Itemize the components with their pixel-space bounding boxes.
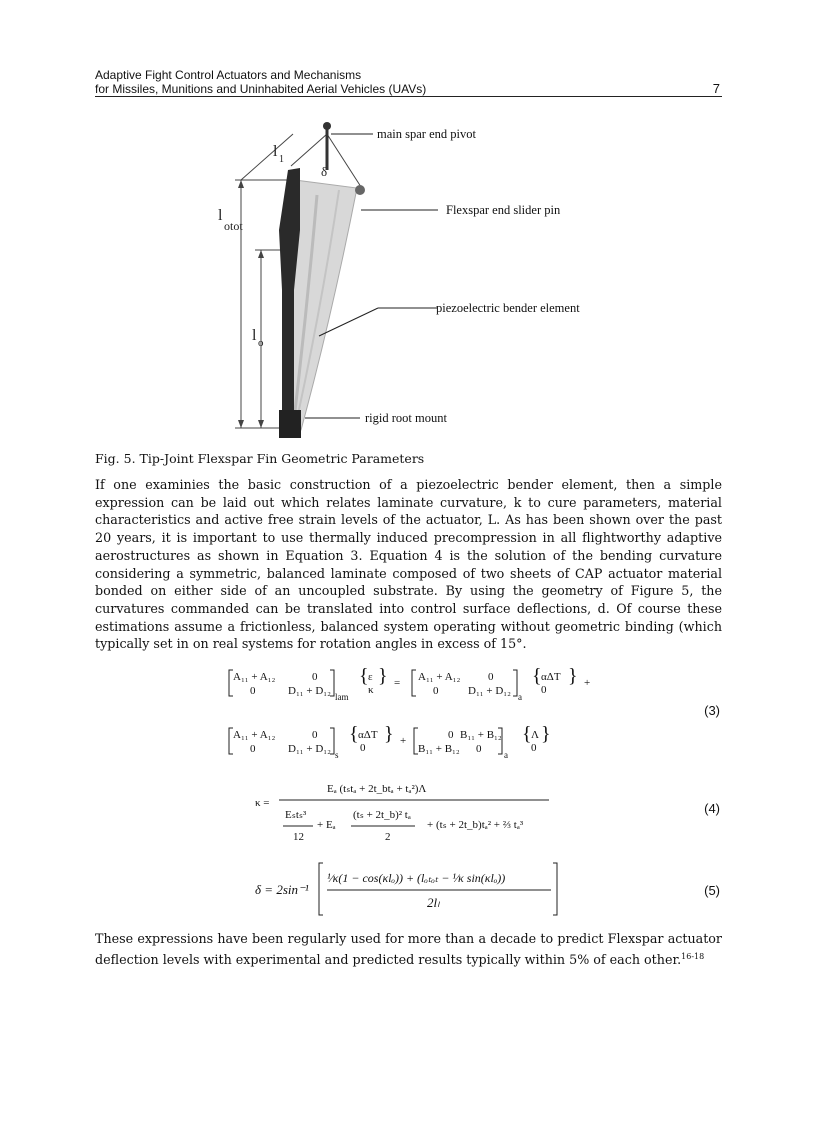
eq4-den-b: 12 [293, 831, 304, 843]
figure-5 [95, 110, 722, 450]
equation-5-svg [255, 860, 575, 920]
paragraph-1: If one examinies the basic construction of a piezoelectric bender element, then a simple expression can be laid out which relates laminate curvature, k to cure parameters, material characteristics and active free strain levels of the actuator, L. As has been shown over the past 20 years, it is important to use thermally induced precompression in all flightworthy adaptive aerostructures as shown in Equation 3. Equation 4 is the solution of the bending curvature considering a symmetric, balanced laminate composed of two sheets of CAP actuator material bonded on either side of an uncoupled substrate. By using the geometry of Figure 5, the curvatures commanded can be translated into control surface deflections, d. Of course these estimations assume a frictionless, balanced system operating without geometric binding (which typically set in on real systems for rotation angles in excess of 15°. [95, 477, 722, 652]
header-title-line2: for Missiles, Munitions and Uninhabited Aerial Vehicles (UAVs) [95, 82, 427, 96]
l1-dimension-line [241, 134, 293, 180]
eq3-zero-8: 0 [360, 742, 366, 754]
running-header [95, 68, 722, 96]
eq3-zero-2: 0 [250, 685, 256, 697]
eq4-den-a: Eₛtₛ³ [285, 809, 307, 821]
eq3-d11d12-2: D₁₁ + D₁₂ [468, 685, 511, 697]
label-delta: δ [321, 164, 328, 179]
eq3-brace-5: { [349, 723, 359, 745]
equation-5-number: (5) [704, 883, 720, 898]
label-l1-sub: 1 [279, 154, 284, 165]
label-slider-pin: Flexspar end slider pin [446, 203, 561, 217]
eq5-lhs: δ = 2sin⁻¹ [255, 882, 309, 897]
equation-4-number: (4) [704, 801, 720, 816]
eq3-eps: ε [368, 671, 373, 683]
eq4-den-e: 2 [385, 831, 391, 843]
eq3-a11a12-3: A₁₁ + A₁₂ [233, 729, 276, 741]
header-rule [95, 96, 722, 97]
eq3-brace-6: } [384, 723, 394, 745]
figure-caption: Fig. 5. Tip-Joint Flexspar Fin Geometric Parameters [95, 451, 425, 466]
eq3-brace-4: } [568, 668, 578, 687]
page-number: 7 [712, 81, 720, 96]
eq3-zero-11: 0 [531, 742, 537, 754]
eq4-den-d: (tₛ + 2t_b)² tₐ [353, 809, 411, 821]
eq4-numerator: Eₐ (tₛtₐ + 2t_btₐ + tₐ²)Λ [327, 783, 427, 795]
eq3-zero-6: 0 [312, 729, 318, 741]
label-root-mount: rigid root mount [365, 411, 447, 425]
eq3-zero-10: 0 [476, 743, 482, 755]
equation-3-svg [228, 668, 598, 768]
eq3-brace-8: } [541, 723, 551, 745]
flexspar-diagram [95, 110, 722, 450]
equation-3-number: (3) [704, 703, 720, 718]
eq3-d11d12-1: D₁₁ + D₁₂ [288, 685, 331, 697]
eq3-d11d12-3: D₁₁ + D₁₂ [288, 743, 331, 755]
eq3-zero-5: 0 [541, 684, 547, 696]
label-lo: l [252, 327, 257, 344]
citation-ref: 16-18 [681, 951, 705, 961]
eq3-lam: lam [335, 692, 349, 702]
eq3-plus: + [584, 677, 591, 689]
paragraph-2-text: These expressions have been regularly used for more than a decade to predict Flexspar actuator deflection levels with experimental and predicted results typically within 5% of each other. [95, 931, 722, 967]
equation-4-svg [255, 778, 555, 850]
label-lo-sub: o [258, 337, 264, 349]
eq4-den-c: + Eₐ [317, 819, 336, 831]
eq3-plus-2: + [400, 735, 407, 747]
eq5-denominator: 2lₗ [427, 895, 440, 910]
eq3-zero-4: 0 [433, 685, 439, 697]
eq3-b11b12-2: B₁₁ + B₁₂ [418, 743, 460, 755]
eq3-zero-3: 0 [488, 671, 494, 683]
eq3-brace-3: { [532, 668, 542, 687]
eq3-brace-7: { [522, 723, 532, 745]
eq3-alphadt-2: αΔT [358, 729, 378, 741]
eq4-den-f: + (tₛ + 2t_b)tₐ² + ⅔ tₐ³ [427, 819, 524, 831]
eq3-b11b12-1: B₁₁ + B₁₂ [460, 729, 502, 741]
eq4-lhs: κ = [255, 797, 270, 809]
eq5-numerator: ¹⁄κ(1 − cos(κlₒ)) + (lₒₜₒₜ − ¹⁄κ sin(κlₒ)) [327, 871, 506, 885]
label-bender: piezoelectric bender element [436, 301, 580, 315]
eq3-equals: = [394, 677, 401, 689]
eq3-kappa: κ [368, 684, 374, 696]
label-lotot: l [218, 207, 223, 224]
eq3-alphadt-1: αΔT [541, 671, 561, 683]
eq3-lambda: Λ [531, 729, 539, 741]
label-l1: l [273, 143, 278, 160]
eq3-a11a12-2: A₁₁ + A₁₂ [418, 671, 461, 683]
eq3-sub-s: s [335, 750, 339, 760]
label-lotot-sub: otot [224, 219, 243, 233]
eq3-sub-a-1: a [518, 692, 522, 702]
eq3-brace-1: { [359, 668, 369, 687]
eq3-zero-1: 0 [312, 671, 318, 683]
label-main-spar: main spar end pivot [377, 127, 476, 141]
slider-pin [355, 185, 365, 195]
eq3-zero-9: 0 [448, 729, 454, 741]
header-title-line1: Adaptive Fight Control Actuators and Mechanisms [95, 68, 362, 82]
eq3-a11a12-1: A₁₁ + A₁₂ [233, 671, 276, 683]
main-spar-pivot [323, 122, 331, 130]
eq3-brace-2: } [378, 668, 388, 687]
paragraph-2 [95, 930, 722, 968]
eq3-sub-a-2: a [504, 750, 508, 760]
rigid-root-mount [279, 410, 301, 438]
eq3-zero-7: 0 [250, 743, 256, 755]
